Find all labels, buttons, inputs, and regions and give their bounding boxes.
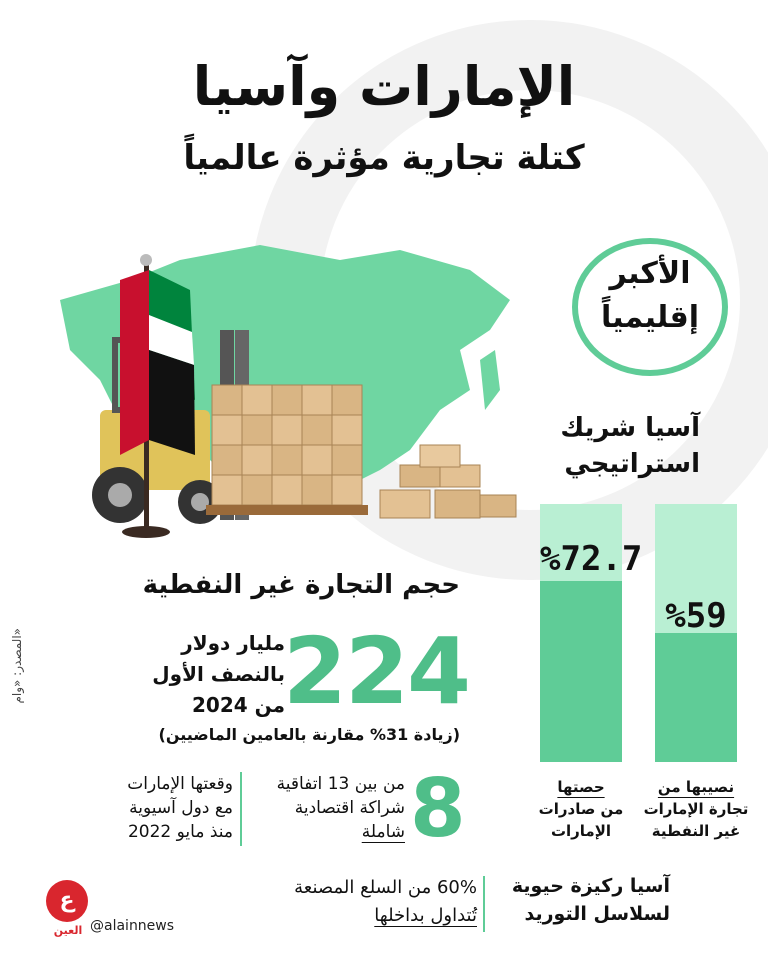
- caption-line-1: حصتها: [557, 778, 605, 796]
- brand-name: العين: [53, 924, 83, 937]
- caption-line-3: الإمارات: [550, 822, 612, 840]
- bar-share-exports: [540, 504, 643, 762]
- unit-line-2: بالنصف الأول: [152, 662, 285, 686]
- trade-volume-unit: [150, 628, 285, 721]
- pillar-line-1: آسيا ركيزة حيوية: [511, 875, 670, 897]
- pillar-line-2: لسلاسل التوريد: [524, 903, 670, 925]
- bar-share-nonoil-trade: [655, 504, 737, 762]
- japan-island: [480, 350, 500, 410]
- signed-text: [85, 772, 233, 844]
- unit-line-3: من 2024: [191, 693, 285, 717]
- trade-volume-label: حجم التجارة غير النفطية: [142, 570, 460, 600]
- al-ain-logo-icon: ع: [46, 880, 88, 922]
- agreements-line-3: شاملة: [361, 822, 405, 842]
- agreements-divider: [240, 772, 242, 846]
- boxes-on-forklift: [206, 385, 368, 515]
- page-title: الإمارات وآسيا: [192, 55, 576, 118]
- signed-line-2: مع دول آسيوية: [129, 798, 233, 818]
- manufactured-goods-text: [255, 874, 477, 930]
- trade-volume-amount: 224: [283, 618, 470, 725]
- agreements-count: 8: [410, 762, 466, 855]
- caption-line-3: غير النفطية: [651, 822, 741, 840]
- bar-value: %72.7: [540, 539, 643, 579]
- agreements-text: [250, 772, 405, 844]
- bar-value: %59: [665, 596, 727, 636]
- illustration: [40, 240, 520, 560]
- supply-divider: [483, 876, 485, 932]
- largest-regional-badge: [572, 238, 728, 376]
- caption-line-2: من صادرات: [538, 800, 624, 818]
- partner-line-1: آسيا شريك: [560, 413, 700, 443]
- signed-line-1: وقعتها الإمارات: [127, 774, 233, 794]
- unit-line-1: مليار دولار: [181, 631, 285, 655]
- supply-chain-pillar: [500, 872, 670, 928]
- partner-line-2: استراتيجي: [564, 449, 700, 479]
- bar-fill: [540, 581, 622, 762]
- signed-line-3: منذ مايو 2022: [127, 822, 233, 842]
- source-note: المصدر: «وام»: [10, 628, 24, 704]
- page-subtitle: كتلة تجارية مؤثرة عالمياً: [183, 138, 585, 178]
- bar-fill: [655, 633, 737, 762]
- caption-line-2: تجارة الإمارات: [643, 800, 749, 818]
- goods-line-1: 60% من السلع المصنعة: [294, 877, 477, 898]
- bar-caption-nonoil-trade: [640, 776, 752, 842]
- goods-line-2: تُتداول بداخلها: [374, 905, 477, 926]
- bar-caption-exports: [525, 776, 637, 842]
- badge-line-2: إقليمياً: [600, 300, 700, 335]
- caption-line-1: نصيبها من: [657, 778, 735, 796]
- badge-line-1: الأكبر: [609, 256, 691, 291]
- social-handle: @alainnews: [90, 918, 175, 934]
- strategic-partner-heading: [540, 410, 700, 482]
- agreements-line-1: من بين 13 اتفاقية: [276, 774, 405, 794]
- agreements-line-2: شراكة اقتصادية: [294, 798, 405, 818]
- trade-increase-note: (زيادة 31% مقارنة بالعامين الماضيين): [158, 725, 460, 744]
